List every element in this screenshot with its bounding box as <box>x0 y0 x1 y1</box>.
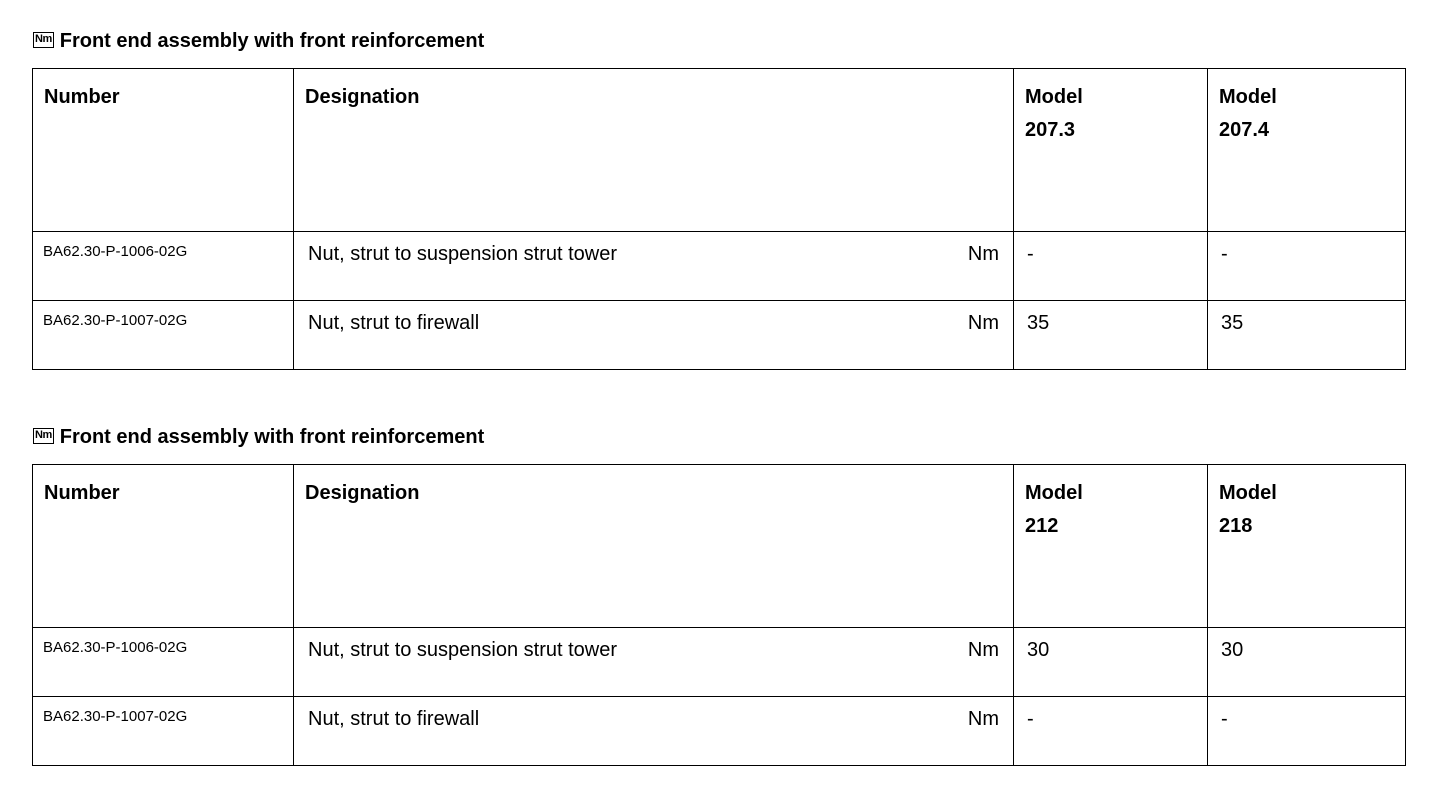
section-heading <box>33 422 484 448</box>
header-number: Number <box>33 69 294 232</box>
designation-text: Nut, strut to suspension strut tower <box>308 243 618 265</box>
model-value: 207.3 <box>1025 119 1076 141</box>
header-designation: Designation <box>294 465 1014 628</box>
header-number: Number <box>33 465 294 628</box>
model-value: 207.4 <box>1219 119 1270 141</box>
row-designation <box>294 697 1014 766</box>
row-model-b-value: 35 <box>1208 301 1406 370</box>
section-title: Front end assembly with front reinforcement <box>59 426 485 448</box>
row-model-a-value: - <box>1014 697 1208 766</box>
table-row <box>33 232 1406 301</box>
row-model-a-value: 35 <box>1014 301 1208 370</box>
unit-text: Nm <box>967 639 999 661</box>
row-designation <box>294 232 1014 301</box>
unit-text: Nm <box>967 708 999 730</box>
row-model-b-value: 30 <box>1208 628 1406 697</box>
row-designation <box>294 628 1014 697</box>
designation-text: Nut, strut to firewall <box>308 312 480 334</box>
unit-text: Nm <box>967 312 999 334</box>
model-label: Model <box>1025 482 1083 504</box>
table-row <box>33 697 1406 766</box>
model-label: Model <box>1025 86 1083 108</box>
header-model-a <box>1014 69 1208 232</box>
section-heading <box>33 26 484 52</box>
designation-text: Nut, strut to suspension strut tower <box>308 639 618 661</box>
row-model-a-value: - <box>1014 232 1208 301</box>
model-value: 212 <box>1025 515 1059 537</box>
torque-table <box>32 68 1406 370</box>
row-model-b-value: - <box>1208 697 1406 766</box>
section-title: Front end assembly with front reinforcement <box>59 30 485 52</box>
model-label: Model <box>1219 86 1277 108</box>
row-number[interactable]: BA62.30-P-1006-02G <box>33 232 294 301</box>
header-designation: Designation <box>294 69 1014 232</box>
table-header-row <box>33 69 1406 232</box>
header-model-b <box>1208 465 1406 628</box>
designation-text: Nut, strut to firewall <box>308 708 480 730</box>
row-number[interactable]: BA62.30-P-1007-02G <box>33 301 294 370</box>
model-label: Model <box>1219 482 1277 504</box>
row-model-a-value: 30 <box>1014 628 1208 697</box>
row-number[interactable]: BA62.30-P-1007-02G <box>33 697 294 766</box>
table-row <box>33 628 1406 697</box>
row-model-b-value: - <box>1208 232 1406 301</box>
model-value: 218 <box>1219 515 1253 537</box>
torque-table <box>32 464 1406 766</box>
row-number[interactable]: BA62.30-P-1006-02G <box>33 628 294 697</box>
header-model-b <box>1208 69 1406 232</box>
torque-nm-icon: Nm <box>33 428 54 444</box>
torque-nm-icon: Nm <box>33 32 54 48</box>
row-designation <box>294 301 1014 370</box>
unit-text: Nm <box>967 243 999 265</box>
table-header-row <box>33 465 1406 628</box>
table-row <box>33 301 1406 370</box>
header-model-a <box>1014 465 1208 628</box>
